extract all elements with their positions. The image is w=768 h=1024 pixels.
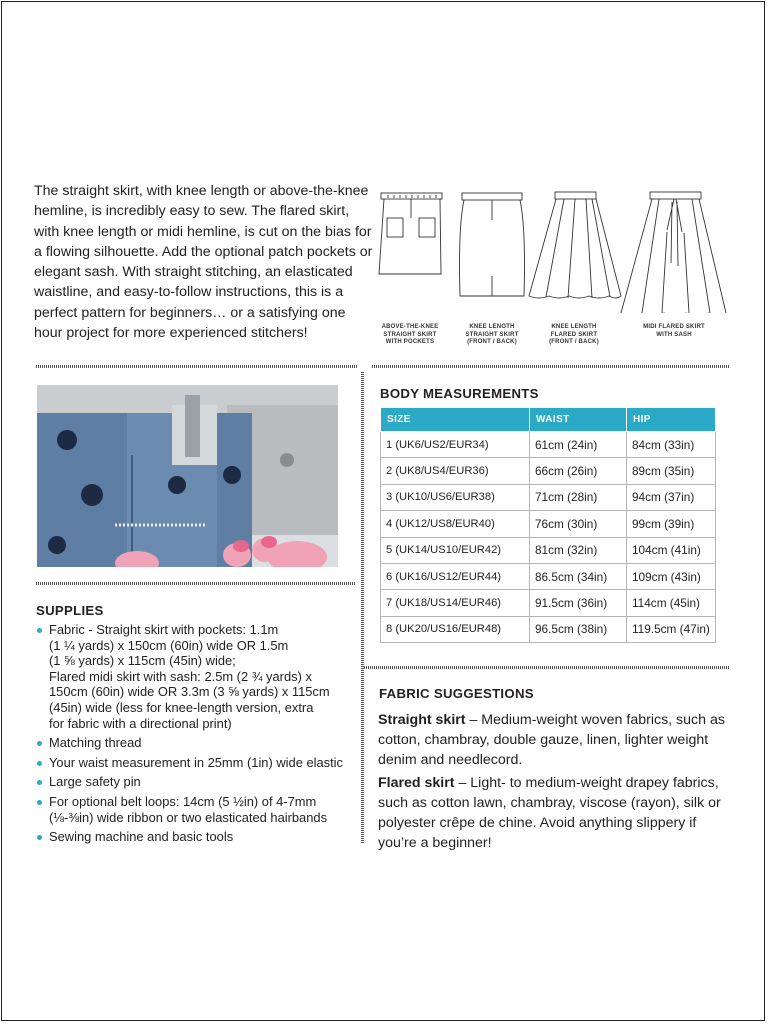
table-row (381, 432, 716, 458)
straight-skirt-knee-sketch (460, 193, 525, 296)
column-header: WAIST (530, 408, 627, 432)
list-item: For optional belt loops: 14cm (5 ½in) of 4-7mm (⅛-⅜in) wide ribbon or two elasticated hairbands (36, 794, 354, 825)
column-header: SIZE (381, 408, 530, 432)
table-cell: 4 (UK12/US8/EUR40) (381, 511, 530, 537)
table-row (381, 458, 716, 484)
table-cell: 109cm (43in) (627, 563, 716, 589)
list-item: Fabric - Straight skirt with pockets: 1.1m (1 ¼ yards) x 150cm (60in) wide OR 1.5m (1 ⅝ yards) x 115cm (45in) wide; Flared midi skirt with sash: 2.5m (2 ¾ yards) x 150cm (60in) wide OR 3.3m (3 ⅝ yards) x 115cm (45in) wide (less for knee-length version, extra for fabric with a directional print) (36, 622, 354, 731)
flared-skirt-midi-sketch (621, 192, 726, 313)
table-cell: 5 (UK14/US10/EUR42) (381, 537, 530, 563)
table-cell: 71cm (28in) (530, 484, 627, 510)
table-cell: 96.5cm (38in) (530, 616, 627, 642)
divider (372, 365, 730, 368)
table-cell: 86.5cm (34in) (530, 563, 627, 589)
table-cell: 76cm (30in) (530, 511, 627, 537)
table-cell: 7 (UK18/US14/EUR46) (381, 590, 530, 616)
list-item: Matching thread (36, 735, 354, 751)
straight-skirt-pockets-sketch (379, 193, 442, 274)
table-row (381, 563, 716, 589)
fabric-term: Straight skirt (378, 712, 466, 728)
table-cell: 91.5cm (36in) (530, 590, 627, 616)
table-cell: 61cm (24in) (530, 432, 627, 458)
table-cell: 84cm (33in) (627, 432, 716, 458)
table-row (381, 537, 716, 563)
table-cell: 8 (UK20/US16/EUR48) (381, 616, 530, 642)
supplies-title: SUPPLIES (36, 603, 104, 618)
body-measurements-table (380, 407, 716, 643)
fabric-suggestions-title: FABRIC SUGGESTIONS (379, 686, 534, 701)
sketch-label: KNEE LENGTH FLARED SKIRT (FRONT / BACK) (549, 324, 599, 345)
table-cell: 2 (UK8/US4/EUR36) (381, 458, 530, 484)
fabric-description: – Light- to medium-weight drapey fabrics, such as cotton lawn, chambray, viscose (rayon), silk or polyester crêpe de chine. Avoid anything slippery if you’re a beginner! (378, 775, 721, 851)
column-header: HIP (627, 408, 716, 432)
list-item: Sewing machine and basic tools (36, 829, 354, 845)
fabric-suggestion (378, 773, 728, 853)
table-cell: 89cm (35in) (627, 458, 716, 484)
body-measurements-title: BODY MEASUREMENTS (380, 386, 539, 401)
list-item: Your waist measurement in 25mm (1in) wide elastic (36, 755, 354, 771)
table-cell: 6 (UK16/US12/EUR44) (381, 563, 530, 589)
fabric-suggestions (378, 710, 728, 856)
table-cell: 3 (UK10/US6/EUR38) (381, 484, 530, 510)
fabric-suggestion (378, 710, 728, 770)
skirt-sketches-icon (374, 188, 730, 313)
sketch-label: KNEE LENGTH STRAIGHT SKIRT (FRONT / BACK) (465, 324, 519, 345)
sketch-label: MIDI FLARED SKIRT WITH SASH (643, 324, 705, 338)
sketch-label: ABOVE-THE-KNEE STRAIGHT SKIRT WITH POCKETS (381, 324, 439, 345)
divider (36, 582, 356, 585)
table-row (381, 590, 716, 616)
intro-paragraph: The straight skirt, with knee length or above-the-knee hemline, is incredibly easy to sew. The flared skirt, with knee length or midi hemline, is cut on the bias for a flowing silhouette. Add the optional patch pockets or elegant sash. With straight stitching, an elasticated waistline, and easy-to-follow instructions, this is a perfect pattern for beginners… or a satisfying one hour project for more experienced stitchers! (34, 183, 373, 342)
table-row (381, 511, 716, 537)
divider (361, 372, 364, 844)
table-row (381, 484, 716, 510)
table-row (381, 616, 716, 642)
supplies-list (36, 622, 354, 849)
fabric-term: Flared skirt (378, 775, 455, 791)
table-cell: 114cm (45in) (627, 590, 716, 616)
fabric-description: – Medium-weight woven fabrics, such as cotton, chambray, double gauze, linen, lighter weight denim and needlecord. (378, 712, 725, 768)
table-cell: 81cm (32in) (530, 537, 627, 563)
table-header-row (381, 408, 716, 432)
table-cell: 104cm (41in) (627, 537, 716, 563)
table-cell: 1 (UK6/US2/EUR34) (381, 432, 530, 458)
table-cell: 99cm (39in) (627, 511, 716, 537)
table-cell: 94cm (37in) (627, 484, 716, 510)
sewing-photo (37, 385, 338, 567)
flared-skirt-knee-sketch (529, 192, 621, 298)
table-cell: 119.5cm (47in) (627, 616, 716, 642)
divider (36, 365, 358, 368)
list-item: Large safety pin (36, 774, 354, 790)
table-cell: 66cm (26in) (530, 458, 627, 484)
divider (364, 666, 730, 669)
skirt-illustrations (374, 188, 730, 352)
